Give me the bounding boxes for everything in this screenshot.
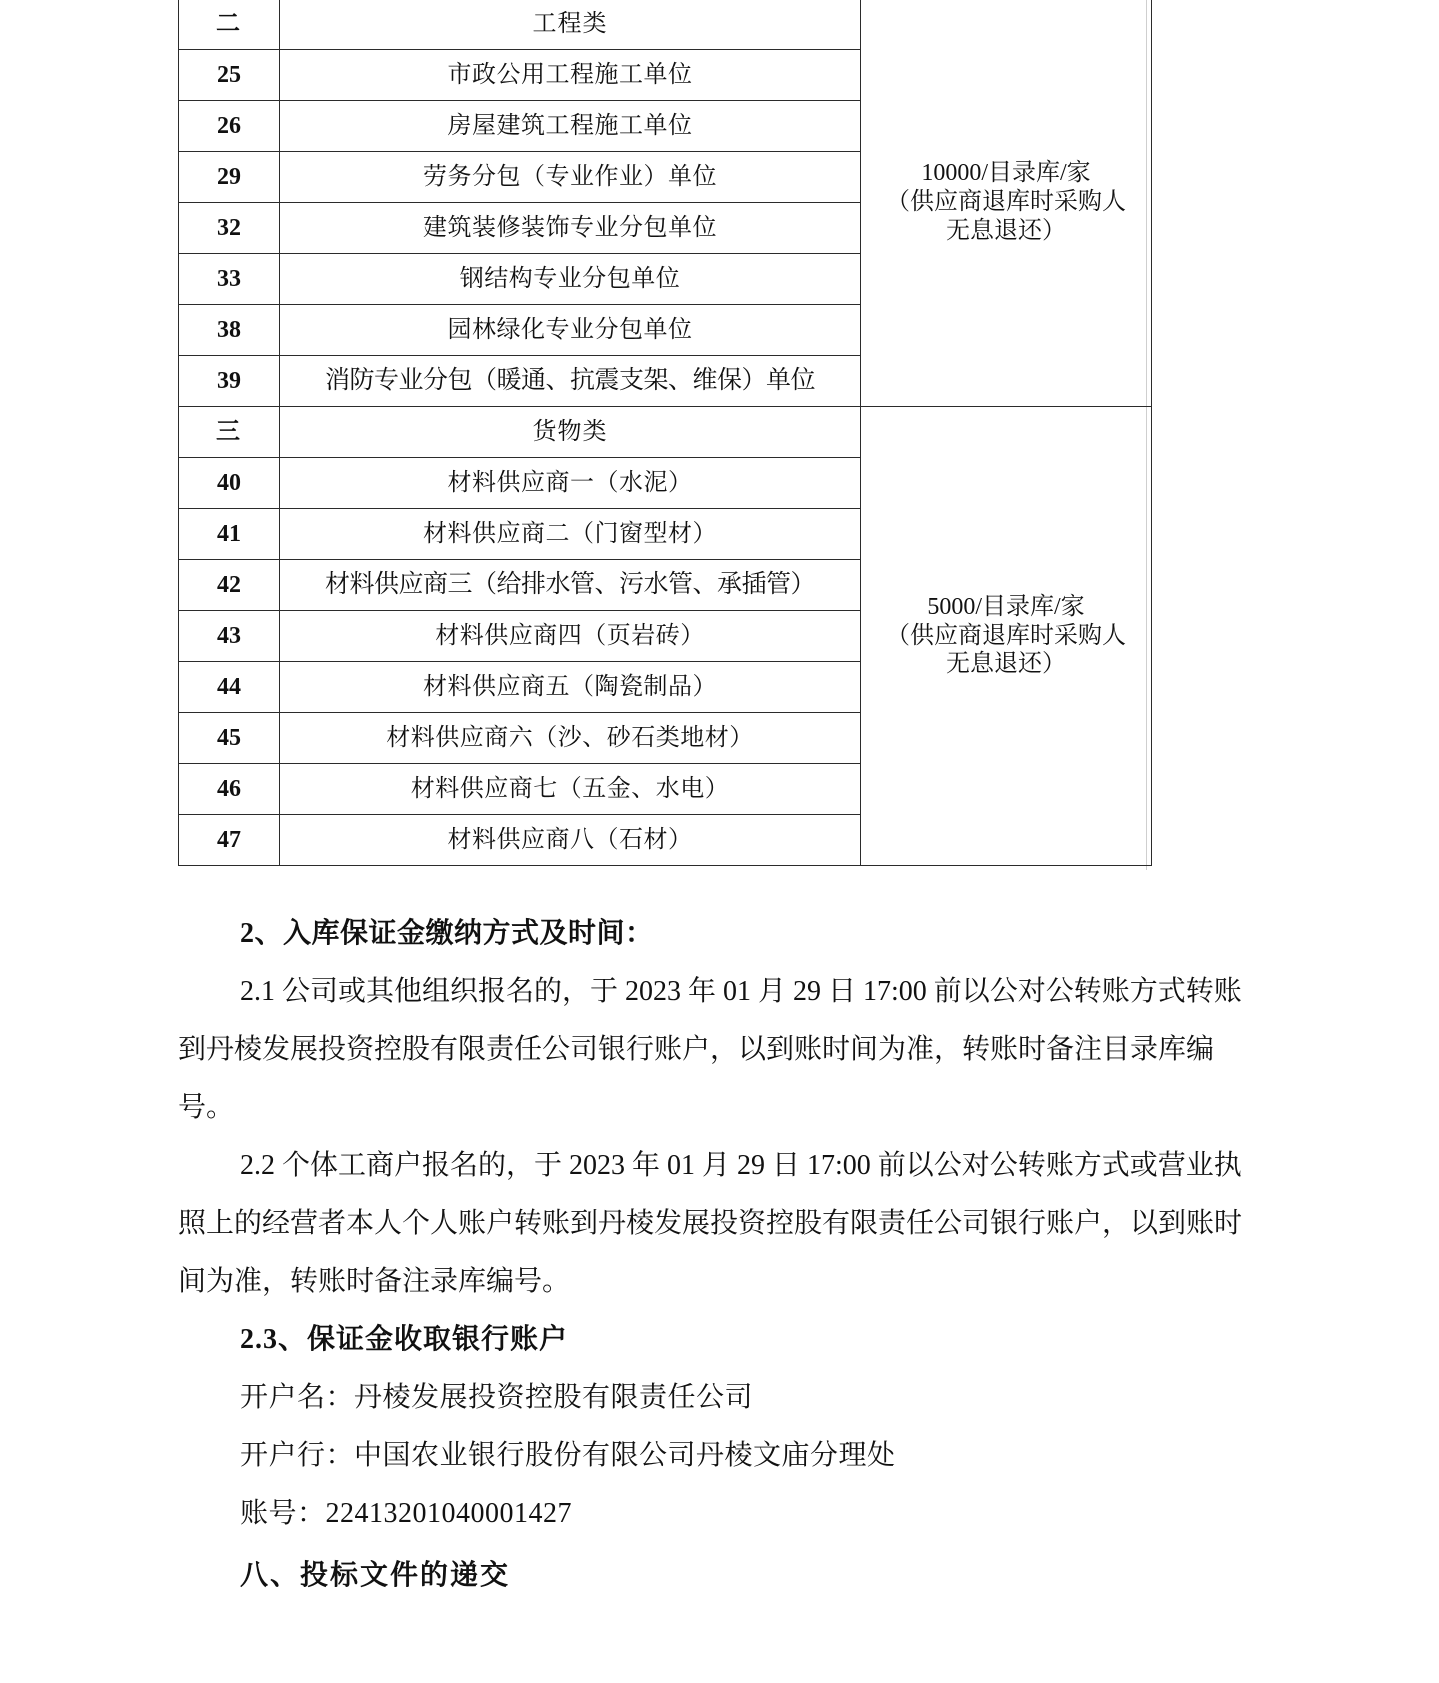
row-number: 40 xyxy=(179,458,280,509)
row-number: 32 xyxy=(179,203,280,254)
row-supplier-name: 材料供应商四（页岩砖） xyxy=(280,611,861,662)
account-name-line: 开户名：丹棱发展投资控股有限责任公司 xyxy=(240,1382,754,1413)
heading-deposit-payment: 2、入库保证金缴纳方式及时间： xyxy=(240,918,654,949)
supplier-fee-table xyxy=(178,0,1152,866)
row-supplier-name: 材料供应商二（门窗型材） xyxy=(280,509,861,560)
row-number: 二 xyxy=(179,0,280,50)
account-bank-line: 开户行：中国农业银行股份有限公司丹棱文庙分理处 xyxy=(240,1440,896,1471)
fee-cell-goods xyxy=(861,407,1152,866)
row-number: 43 xyxy=(179,611,280,662)
row-number: 38 xyxy=(179,305,280,356)
row-number: 44 xyxy=(179,662,280,713)
row-number: 39 xyxy=(179,356,280,407)
document-body xyxy=(178,905,1248,1605)
table-row xyxy=(179,407,1152,458)
row-number: 47 xyxy=(179,815,280,866)
row-supplier-name: 钢结构专业分包单位 xyxy=(280,254,861,305)
row-number: 42 xyxy=(179,560,280,611)
row-number: 29 xyxy=(179,152,280,203)
row-number: 46 xyxy=(179,764,280,815)
row-number: 25 xyxy=(179,50,280,101)
fee-cell-engineering xyxy=(861,0,1152,407)
supplier-fee-table-wrapper xyxy=(178,0,1148,866)
paragraph-2-1: 2.1 公司或其他组织报名的，于 2023 年 01 月 29 日 17:00 前以公对公转账方式转账到丹棱发展投资控股有限责任公司银行账户，以到账时间为准，转账时备注目录库编号。 xyxy=(178,976,1242,1123)
fee-note-engineering-line2: 无息退还） xyxy=(946,217,1066,244)
heading-bank-account: 2.3、保证金收取银行账户 xyxy=(240,1324,569,1355)
row-number: 三 xyxy=(179,407,280,458)
fee-note-goods-line1: （供应商退库时采购人 xyxy=(886,622,1126,649)
row-number: 41 xyxy=(179,509,280,560)
account-number-line: 账号：22413201040001427 xyxy=(240,1498,573,1529)
row-supplier-name: 材料供应商五（陶瓷制品） xyxy=(280,662,861,713)
row-supplier-name: 园林绿化专业分包单位 xyxy=(280,305,861,356)
row-category-name: 工程类 xyxy=(280,0,861,50)
heading-bid-submission: 八、投标文件的递交 xyxy=(240,1560,511,1591)
row-number: 33 xyxy=(179,254,280,305)
row-supplier-name: 材料供应商一（水泥） xyxy=(280,458,861,509)
row-supplier-name: 材料供应商三（给排水管、污水管、承插管） xyxy=(280,560,861,611)
fee-note-engineering-line1: （供应商退库时采购人 xyxy=(886,189,1126,216)
row-number: 26 xyxy=(179,101,280,152)
table-row xyxy=(179,0,1152,50)
row-supplier-name: 房屋建筑工程施工单位 xyxy=(280,101,861,152)
fee-amount-goods: 5000/目录库/家 xyxy=(927,593,1085,620)
row-supplier-name: 建筑装修装饰专业分包单位 xyxy=(280,203,861,254)
row-supplier-name: 材料供应商七（五金、水电） xyxy=(280,764,861,815)
paragraph-2-2: 2.2 个体工商户报名的，于 2023 年 01 月 29 日 17:00 前以公对公转账方式或营业执照上的经营者本人个人账户转账到丹棱发展投资控股有限责任公司银行账户，以到账时间为准，转账时备注录库编号。 xyxy=(178,1150,1243,1297)
row-supplier-name: 市政公用工程施工单位 xyxy=(280,50,861,101)
row-number: 45 xyxy=(179,713,280,764)
row-supplier-name: 消防专业分包（暖通、抗震支架、维保）单位 xyxy=(280,356,861,407)
row-supplier-name: 材料供应商八（石材） xyxy=(280,815,861,866)
fee-note-goods-line2: 无息退还） xyxy=(946,651,1066,678)
row-supplier-name: 劳务分包（专业作业）单位 xyxy=(280,152,861,203)
row-supplier-name: 材料供应商六（沙、砂石类地材） xyxy=(280,713,861,764)
fee-amount-engineering: 10000/目录库/家 xyxy=(921,160,1091,187)
row-category-name: 货物类 xyxy=(280,407,861,458)
